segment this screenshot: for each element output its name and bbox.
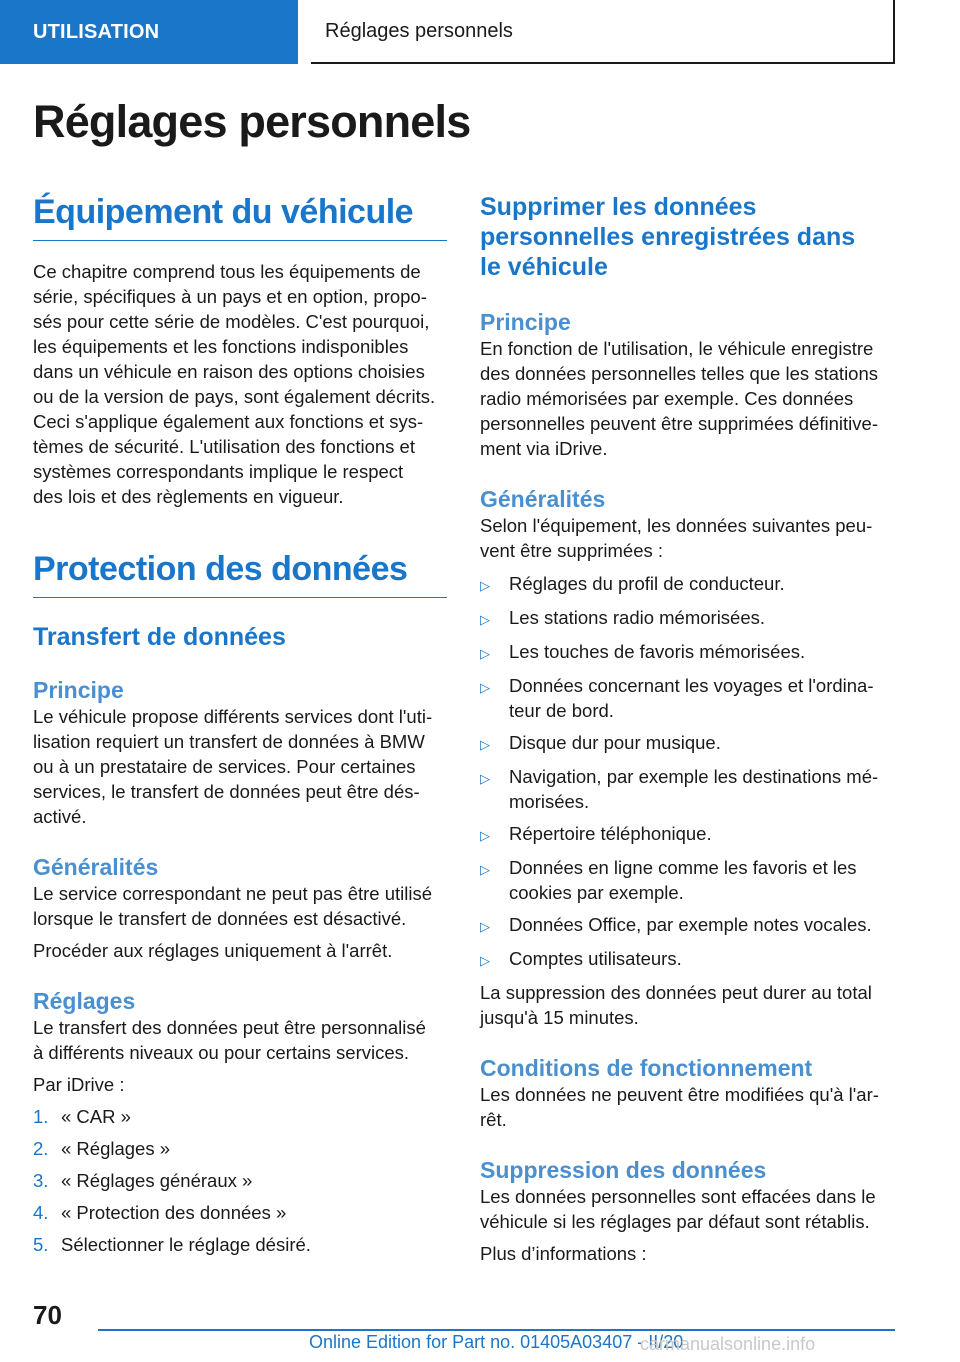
left-column (33, 188, 447, 1257)
generalites-paragraph (33, 881, 447, 931)
heading-line: le véhicule (480, 253, 608, 281)
step-text: « CAR » (61, 1106, 131, 1127)
text-line: lisation requiert un transfert de données à BMW (33, 731, 425, 752)
step-text: Sélectionner le réglage désiré. (61, 1234, 311, 1255)
data-transfer-heading: Transfert de données (33, 623, 286, 651)
footer-divider (98, 1329, 895, 1331)
list-item (480, 821, 894, 848)
step-text: « Réglages généraux » (61, 1170, 253, 1191)
step-number: 2. (33, 1138, 49, 1159)
text-line: à différents niveaux ou pour certains services. (33, 1042, 410, 1063)
principe-paragraph (33, 704, 447, 829)
text-line: véhicule si les réglages par défaut sont rétablis. (480, 1211, 870, 1232)
list-item (480, 730, 894, 757)
text-line: activé. (33, 806, 87, 827)
suppression-paragraph (480, 1184, 894, 1234)
heading-line: personnelles enregistrées dans (480, 223, 856, 251)
footer-edition: Online Edition for Part no. 01405A03407 - II/20 (309, 1332, 684, 1352)
list-item (480, 673, 894, 723)
principe-heading: Principe (480, 309, 571, 335)
bullet-list (480, 571, 894, 973)
bullet-text: Données Office, par exemple notes vocales. (509, 914, 872, 935)
principe-heading: Principe (33, 677, 124, 703)
triangle-bullet-icon: ▷ (480, 919, 490, 934)
text-line: ou de la version de pays, sont également décrits. (33, 386, 436, 407)
bullet-text: Comptes utilisateurs. (509, 948, 682, 969)
text-line: dans un véhicule en raison des options choisies (33, 361, 425, 382)
more-info-label: Plus d’informations : (480, 1243, 647, 1264)
text-line: sés pour cette série de modèles. C'est pourquoi, (33, 311, 430, 332)
conditions-paragraph (480, 1082, 894, 1132)
text-line: les équipements et les fonctions indisponibles (33, 336, 409, 357)
step-text: « Protection des données » (61, 1202, 287, 1223)
text-line: Ce chapitre comprend tous les équipements de (33, 261, 421, 282)
text-line: Le transfert des données peut être personnalisé (33, 1017, 426, 1038)
step-number: 4. (33, 1202, 49, 1223)
header-section-tab (0, 0, 298, 64)
header-chapter-label: Réglages personnels (325, 19, 513, 42)
text-line: des lois et des règlements en vigueur. (33, 486, 344, 507)
text-line: des données personnelles telles que les stations (480, 363, 879, 384)
step-number: 1. (33, 1106, 49, 1127)
triangle-bullet-icon: ▷ (480, 612, 490, 627)
text-line: radio mémorisées par exemple. Ces données (480, 388, 854, 409)
equipment-paragraph (33, 259, 447, 509)
generalites-note: Procéder aux réglages uniquement à l'arrêt. (33, 940, 393, 961)
triangle-bullet-icon: ▷ (480, 862, 490, 877)
right-column (480, 192, 894, 1266)
text-line: rêt. (480, 1109, 507, 1130)
bullet-text: Les touches de favoris mémorisées. (509, 641, 806, 662)
triangle-bullet-icon: ▷ (480, 646, 490, 661)
bullet-text: Réglages du profil de conducteur. (509, 573, 785, 594)
generalites-heading: Généralités (480, 486, 606, 512)
list-item (33, 1232, 447, 1257)
header-chapter-tab (311, 0, 895, 64)
list-item (480, 764, 894, 814)
triangle-bullet-icon: ▷ (480, 578, 490, 593)
text-line: Le service correspondant ne peut pas être utilisé (33, 883, 433, 904)
list-item (33, 1168, 447, 1193)
bullet-text: Données en ligne comme les favoris et les cookies par exemple. (509, 857, 857, 903)
text-line: Selon l'équipement, les données suivantes peu‐ (480, 515, 873, 536)
generalites-paragraph (480, 513, 894, 563)
text-line: Ceci s'applique également aux fonctions et sys‐ (33, 411, 424, 432)
bullet-text: Les stations radio mémorisées. (509, 607, 766, 628)
text-line: systèmes correspondants implique le respect (33, 461, 404, 482)
text-line: personnelles peuvent être supprimées définitive‐ (480, 413, 878, 434)
list-item (33, 1136, 447, 1161)
principe-paragraph (480, 336, 894, 461)
text-line: La suppression des données peut durer au total (480, 982, 872, 1003)
triangle-bullet-icon: ▷ (480, 828, 490, 843)
bullet-text: Disque dur pour musique. (509, 732, 721, 753)
list-item (480, 946, 894, 973)
bullet-text: Navigation, par exemple les destinations mé‐ morisées. (509, 766, 879, 812)
header-section-label: UTILISATION (33, 20, 160, 43)
list-item (480, 605, 894, 632)
duration-paragraph (480, 980, 894, 1030)
bullet-text: Données concernant les voyages et l'ordina‐ teur de bord. (509, 675, 874, 721)
data-protection-heading: Protection des données (33, 545, 447, 598)
bullet-text: Répertoire téléphonique. (509, 823, 712, 844)
triangle-bullet-icon: ▷ (480, 680, 490, 695)
text-line: services, le transfert de données peut être dés‐ (33, 781, 420, 802)
list-item (480, 571, 894, 598)
list-item (33, 1104, 447, 1129)
steps-list (33, 1104, 447, 1257)
text-line: série, spécifiques à un pays et en option, propo‐ (33, 286, 427, 307)
text-line: vent être supprimées : (480, 540, 664, 561)
reglages-paragraph (33, 1015, 447, 1065)
conditions-heading: Conditions de fonctionnement (480, 1055, 813, 1081)
text-line: jusqu'à 15 minutes. (480, 1007, 639, 1028)
text-line: En fonction de l'utilisation, le véhicule enregistre (480, 338, 874, 359)
list-item (480, 639, 894, 666)
step-text: « Réglages » (61, 1138, 171, 1159)
text-line: lorsque le transfert de données est désactivé. (33, 908, 407, 929)
text-line: ment via iDrive. (480, 438, 608, 459)
footer-watermark: carmanualsonline.info (640, 1334, 816, 1354)
par-idrive-label: Par iDrive : (33, 1074, 125, 1095)
text-line: Les données personnelles sont effacées dans le (480, 1186, 876, 1207)
page-number: 70 (33, 1300, 62, 1330)
reglages-heading: Réglages (33, 988, 136, 1014)
triangle-bullet-icon: ▷ (480, 771, 490, 786)
heading-line: Supprimer les données (480, 193, 757, 221)
suppression-heading: Suppression des données (480, 1157, 767, 1183)
equipment-heading: Équipement du véhicule (33, 188, 447, 241)
text-line: ou à un prestataire de services. Pour certaines (33, 756, 416, 777)
triangle-bullet-icon: ▷ (480, 737, 490, 752)
text-line: Les données ne peuvent être modifiées qu'à l'ar‐ (480, 1084, 879, 1105)
text-line: Le véhicule propose différents services dont l'uti‐ (33, 706, 433, 727)
generalites-heading: Généralités (33, 854, 159, 880)
list-item (33, 1200, 447, 1225)
delete-personal-data-heading (480, 192, 894, 282)
step-number: 5. (33, 1234, 49, 1255)
step-number: 3. (33, 1170, 49, 1191)
list-item (480, 855, 894, 905)
page-title: Réglages personnels (33, 96, 471, 147)
list-item (480, 912, 894, 939)
triangle-bullet-icon: ▷ (480, 953, 490, 968)
text-line: tèmes de sécurité. L'utilisation des fonctions et (33, 436, 415, 457)
